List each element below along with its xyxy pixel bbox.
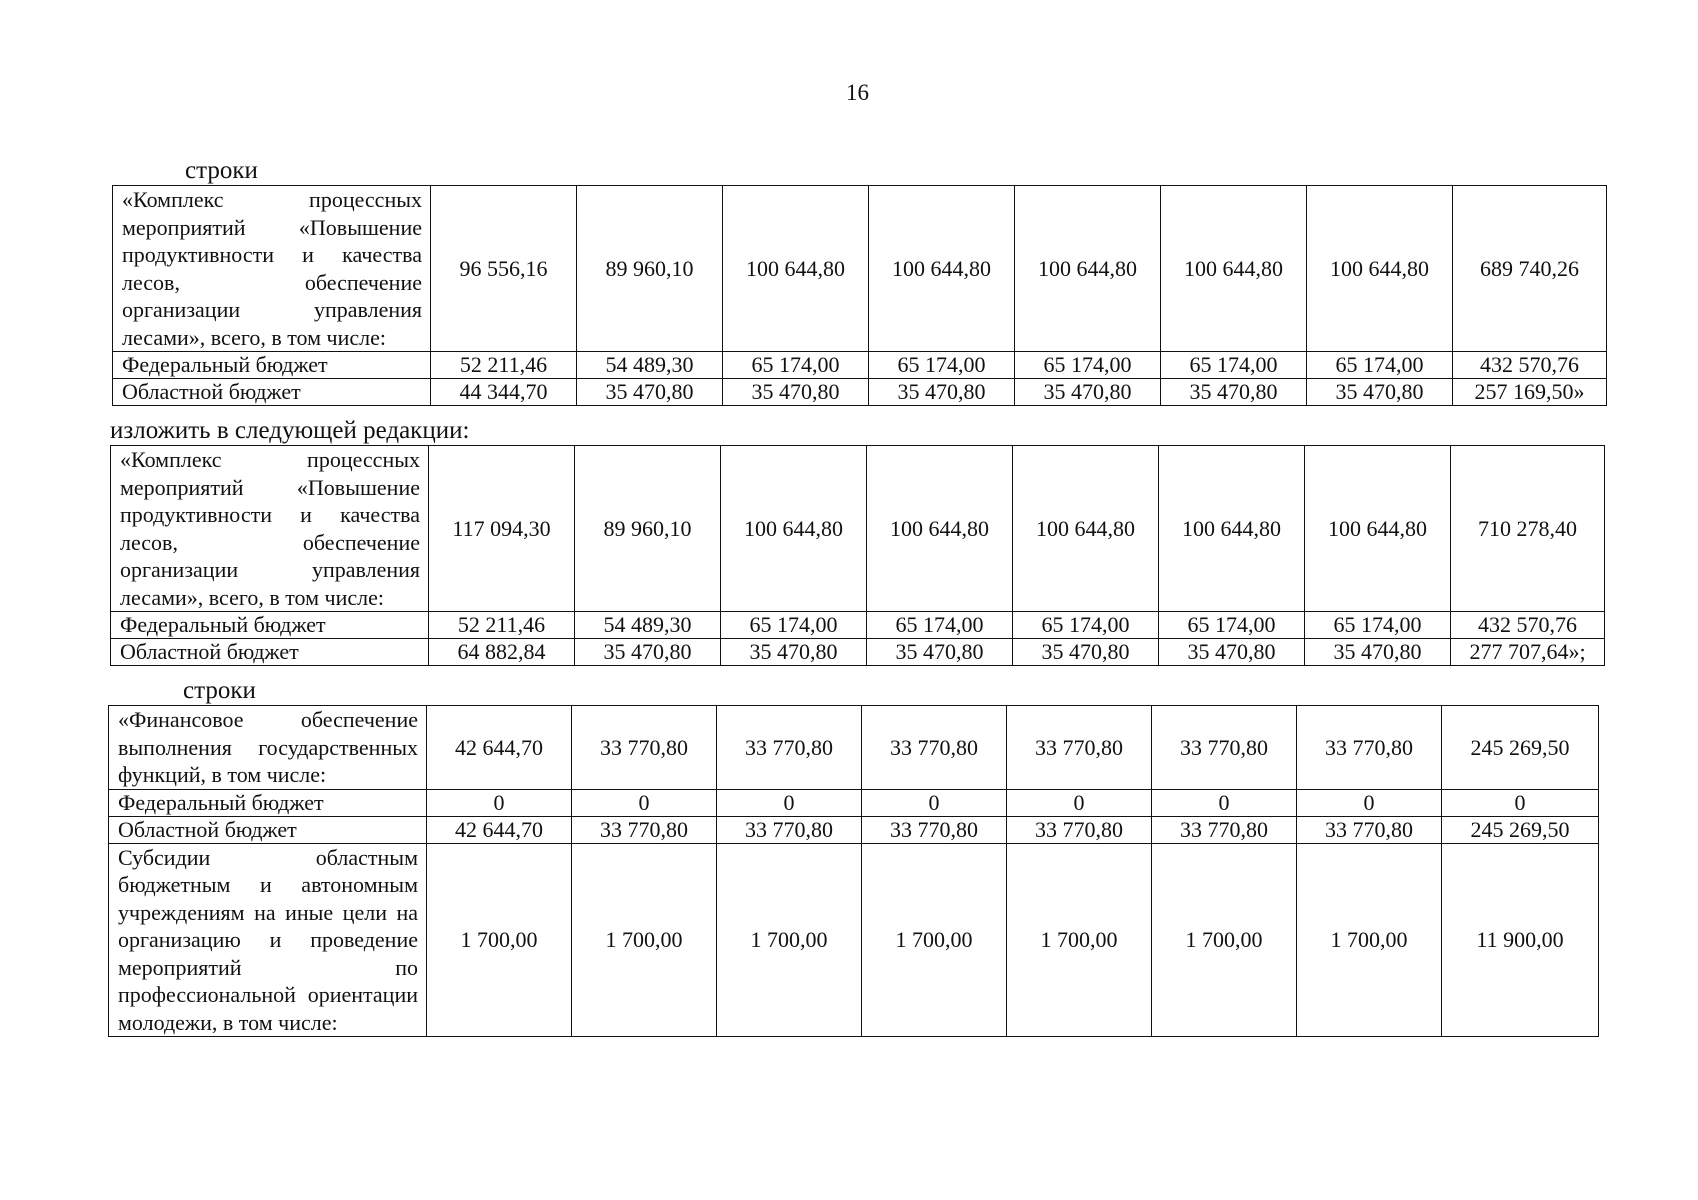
- table-cell: 0: [862, 789, 1007, 816]
- table-cell: 710 278,40: [1451, 446, 1605, 612]
- table-cell: 33 770,80: [1297, 816, 1442, 843]
- table-cell: 65 174,00: [1159, 612, 1305, 639]
- table-cell: 52 211,46: [431, 352, 577, 379]
- table-cell: 0: [572, 789, 717, 816]
- table-cell: 100 644,80: [723, 186, 869, 352]
- table-cell: 1 700,00: [1007, 843, 1152, 1037]
- table-cell: 100 644,80: [1161, 186, 1307, 352]
- table-cell: 65 174,00: [869, 352, 1015, 379]
- table-cell: 432 570,76: [1451, 612, 1605, 639]
- budget-table: [110, 445, 1605, 666]
- table-cell: 65 174,00: [1015, 352, 1161, 379]
- table-cell: 11 900,00: [1442, 843, 1599, 1037]
- section-label: изложить в следующей редакции:: [110, 417, 470, 444]
- table-cell: 33 770,80: [717, 816, 862, 843]
- table-cell: 35 470,80: [723, 379, 869, 406]
- table-row: [109, 816, 1599, 843]
- table-cell: 1 700,00: [862, 843, 1007, 1037]
- table-cell: 35 470,80: [1013, 639, 1159, 666]
- row-label: Федеральный бюджет: [111, 612, 429, 639]
- table-cell: 100 644,80: [1305, 446, 1451, 612]
- table-cell: 35 470,80: [577, 379, 723, 406]
- table-cell: 33 770,80: [1152, 816, 1297, 843]
- table-cell: 100 644,80: [1015, 186, 1161, 352]
- table-cell: 100 644,80: [867, 446, 1013, 612]
- table-cell: 33 770,80: [1007, 706, 1152, 790]
- row-label: Областной бюджет: [111, 639, 429, 666]
- table-cell: 245 269,50: [1442, 816, 1599, 843]
- table-row: [113, 379, 1607, 406]
- table-cell: 65 174,00: [721, 612, 867, 639]
- table-row: [111, 639, 1605, 666]
- table-cell: 35 470,80: [1161, 379, 1307, 406]
- page-number: 16: [846, 80, 869, 105]
- table-row: [113, 352, 1607, 379]
- table-cell: 0: [1152, 789, 1297, 816]
- row-label: «Комплекс процессных мероприятий «Повышение продуктивности и качества лесов, обеспечение организации управления лесами», всего, в том числе:: [113, 186, 431, 352]
- table-cell: 54 489,30: [577, 352, 723, 379]
- table-cell: 33 770,80: [1152, 706, 1297, 790]
- table-cell: 33 770,80: [572, 816, 717, 843]
- table-cell: 65 174,00: [1307, 352, 1453, 379]
- table-cell: 1 700,00: [1152, 843, 1297, 1037]
- budget-table: [112, 185, 1607, 406]
- table-cell: 689 740,26: [1453, 186, 1607, 352]
- table-cell: 432 570,76: [1453, 352, 1607, 379]
- table-cell: 35 470,80: [721, 639, 867, 666]
- table-cell: 35 470,80: [1159, 639, 1305, 666]
- table-row: [109, 706, 1599, 790]
- table-cell: 35 470,80: [869, 379, 1015, 406]
- table-cell: 100 644,80: [869, 186, 1015, 352]
- table-cell: 245 269,50: [1442, 706, 1599, 790]
- table-cell: 33 770,80: [862, 706, 1007, 790]
- table-cell: 64 882,84: [429, 639, 575, 666]
- table-cell: 33 770,80: [1007, 816, 1152, 843]
- table-row: [111, 612, 1605, 639]
- table-cell: 100 644,80: [1307, 186, 1453, 352]
- row-label: Федеральный бюджет: [113, 352, 431, 379]
- table-cell: 42 644,70: [427, 706, 572, 790]
- row-label: Областной бюджет: [113, 379, 431, 406]
- table-cell: 1 700,00: [1297, 843, 1442, 1037]
- budget-table: [108, 705, 1599, 1037]
- table-cell: 65 174,00: [867, 612, 1013, 639]
- table-cell: 117 094,30: [429, 446, 575, 612]
- row-label: Областной бюджет: [109, 816, 427, 843]
- row-label: Федеральный бюджет: [109, 789, 427, 816]
- section-label: строки: [183, 677, 256, 704]
- table-cell: 65 174,00: [1013, 612, 1159, 639]
- table-cell: 257 169,50»: [1453, 379, 1607, 406]
- table-cell: 277 707,64»;: [1451, 639, 1605, 666]
- table-cell: 96 556,16: [431, 186, 577, 352]
- table-cell: 0: [1297, 789, 1442, 816]
- table-cell: 1 700,00: [572, 843, 717, 1037]
- table-cell: 0: [427, 789, 572, 816]
- table-row: [111, 446, 1605, 612]
- table-cell: 33 770,80: [572, 706, 717, 790]
- row-label: «Комплекс процессных мероприятий «Повышение продуктивности и качества лесов, обеспечение организации управления лесами», всего, в том числе:: [111, 446, 429, 612]
- table-cell: 33 770,80: [1297, 706, 1442, 790]
- table-cell: 52 211,46: [429, 612, 575, 639]
- table-cell: 35 470,80: [1305, 639, 1451, 666]
- table-cell: 33 770,80: [717, 706, 862, 790]
- table-cell: 65 174,00: [1161, 352, 1307, 379]
- table-cell: 33 770,80: [862, 816, 1007, 843]
- table-cell: 54 489,30: [575, 612, 721, 639]
- table-cell: 0: [1442, 789, 1599, 816]
- table-cell: 35 470,80: [867, 639, 1013, 666]
- table-cell: 1 700,00: [717, 843, 862, 1037]
- table-cell: 35 470,80: [1015, 379, 1161, 406]
- table-row: [109, 789, 1599, 816]
- table-cell: 89 960,10: [577, 186, 723, 352]
- table-cell: 89 960,10: [575, 446, 721, 612]
- table-cell: 0: [1007, 789, 1152, 816]
- table-cell: 35 470,80: [1307, 379, 1453, 406]
- table-cell: 100 644,80: [1159, 446, 1305, 612]
- table-row: [109, 843, 1599, 1037]
- table-cell: 65 174,00: [1305, 612, 1451, 639]
- table-cell: 100 644,80: [1013, 446, 1159, 612]
- table-cell: 65 174,00: [723, 352, 869, 379]
- table-cell: 35 470,80: [575, 639, 721, 666]
- table-cell: 0: [717, 789, 862, 816]
- table-cell: 44 344,70: [431, 379, 577, 406]
- section-label: строки: [185, 157, 258, 184]
- table-cell: 1 700,00: [427, 843, 572, 1037]
- table-row: [113, 186, 1607, 352]
- row-label: «Финансовое обеспечение выполнения государственных функций, в том числе:: [109, 706, 427, 790]
- row-label: Субсидии областным бюджетным и автономным учреждениям на иные цели на организацию и проведение мероприятий по профессиональной ориентации молодежи, в том числе:: [109, 843, 427, 1037]
- table-cell: 100 644,80: [721, 446, 867, 612]
- table-cell: 42 644,70: [427, 816, 572, 843]
